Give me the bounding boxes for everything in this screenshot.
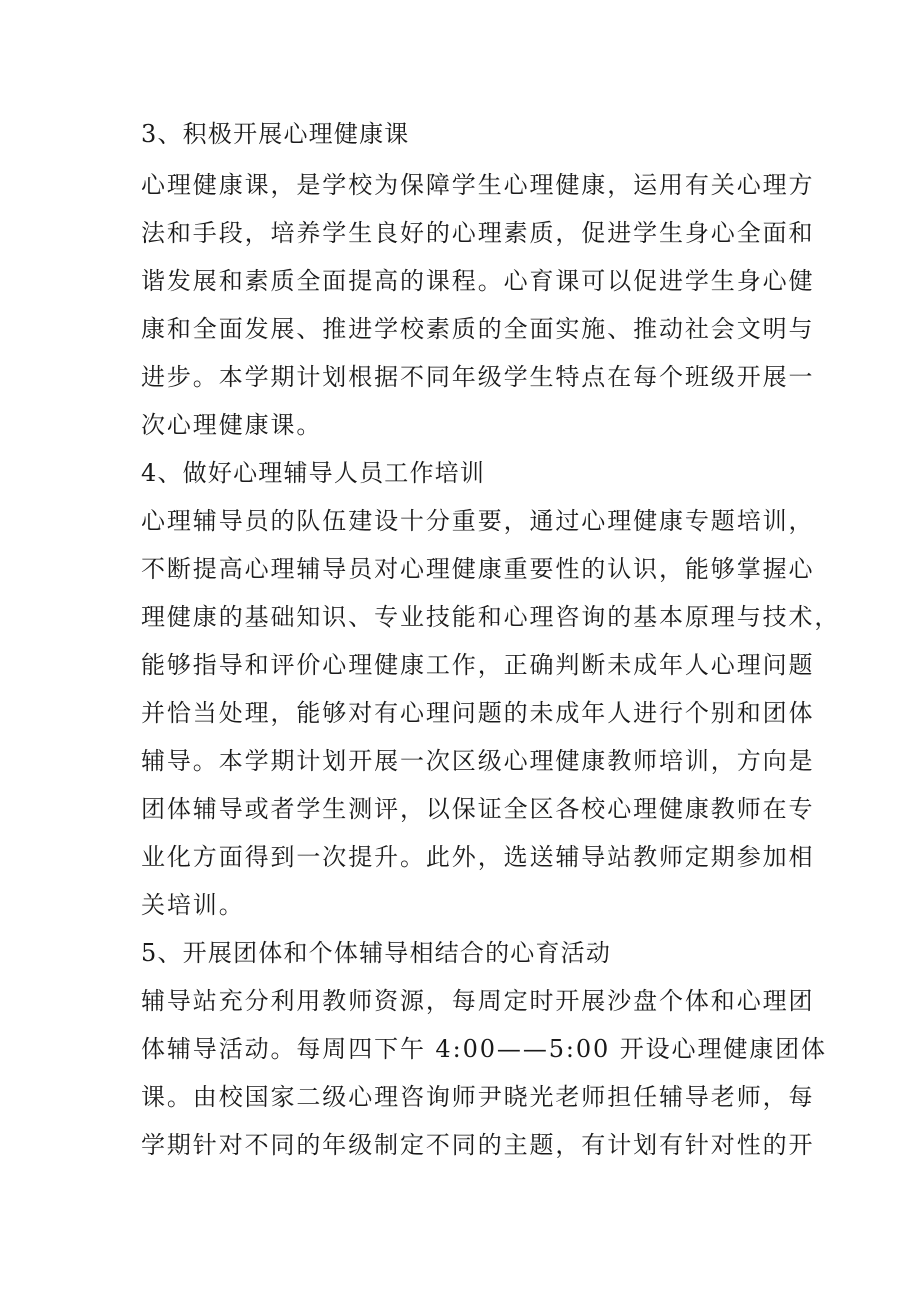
section-3-line-1: 心理健康课，是学校为保障学生心理健康，运用有关心理方 [141, 171, 815, 199]
section-3-line-4: 康和全面发展、推进学校素质的全面实施、推动社会文明与 [141, 315, 815, 343]
section-5-line-4: 学期针对不同的年级制定不同的主题，有计划有针对性的开 [141, 1131, 815, 1159]
section-4-line-4: 能够指导和评价心理健康工作，正确判断未成年人心理问题 [141, 651, 815, 679]
section-5-line-1: 辅导站充分利用教师资源，每周定时开展沙盘个体和心理团 [141, 987, 815, 1015]
section-5-heading: 5、开展团体和个体辅导相结合的心育活动 [141, 939, 612, 967]
section-4-line-3: 理健康的基础知识、专业技能和心理咨询的基本原理与技术， [141, 603, 841, 631]
section-4-line-8: 业化方面得到一次提升。此外，选送辅导站教师定期参加相 [141, 843, 815, 871]
section-4-line-1: 心理辅导员的队伍建设十分重要，通过心理健康专题培训， [141, 507, 815, 535]
section-3-line-6: 次心理健康课。 [141, 411, 323, 439]
section-3-line-3: 谐发展和素质全面提高的课程。心育课可以促进学生身心健 [141, 267, 815, 295]
section-3-line-5: 进步。本学期计划根据不同年级学生特点在每个班级开展一 [141, 363, 815, 391]
section-4-line-2: 不断提高心理辅导员对心理健康重要性的认识，能够掌握心 [141, 555, 815, 583]
section-4-line-9: 关培训。 [141, 891, 245, 919]
section-4-line-7: 团体辅导或者学生测评，以保证全区各校心理健康教师在专 [141, 795, 815, 823]
section-4-heading: 4、做好心理辅导人员工作培训 [141, 459, 486, 487]
section-4-line-5: 并恰当处理，能够对有心理问题的未成年人进行个别和团体 [141, 699, 815, 727]
section-4-line-6: 辅导。本学期计划开展一次区级心理健康教师培训，方向是 [141, 747, 815, 775]
section-5-line-3: 课。由校国家二级心理咨询师尹晓光老师担任辅导老师，每 [141, 1083, 815, 1111]
section-5-line-2: 体辅导活动。每周四下午 4:00——5:00 开设心理健康团体 [141, 1035, 827, 1063]
section-3-heading: 3、积极开展心理健康课 [141, 120, 410, 148]
section-3-line-2: 法和手段，培养学生良好的心理素质，促进学生身心全面和 [141, 219, 815, 247]
